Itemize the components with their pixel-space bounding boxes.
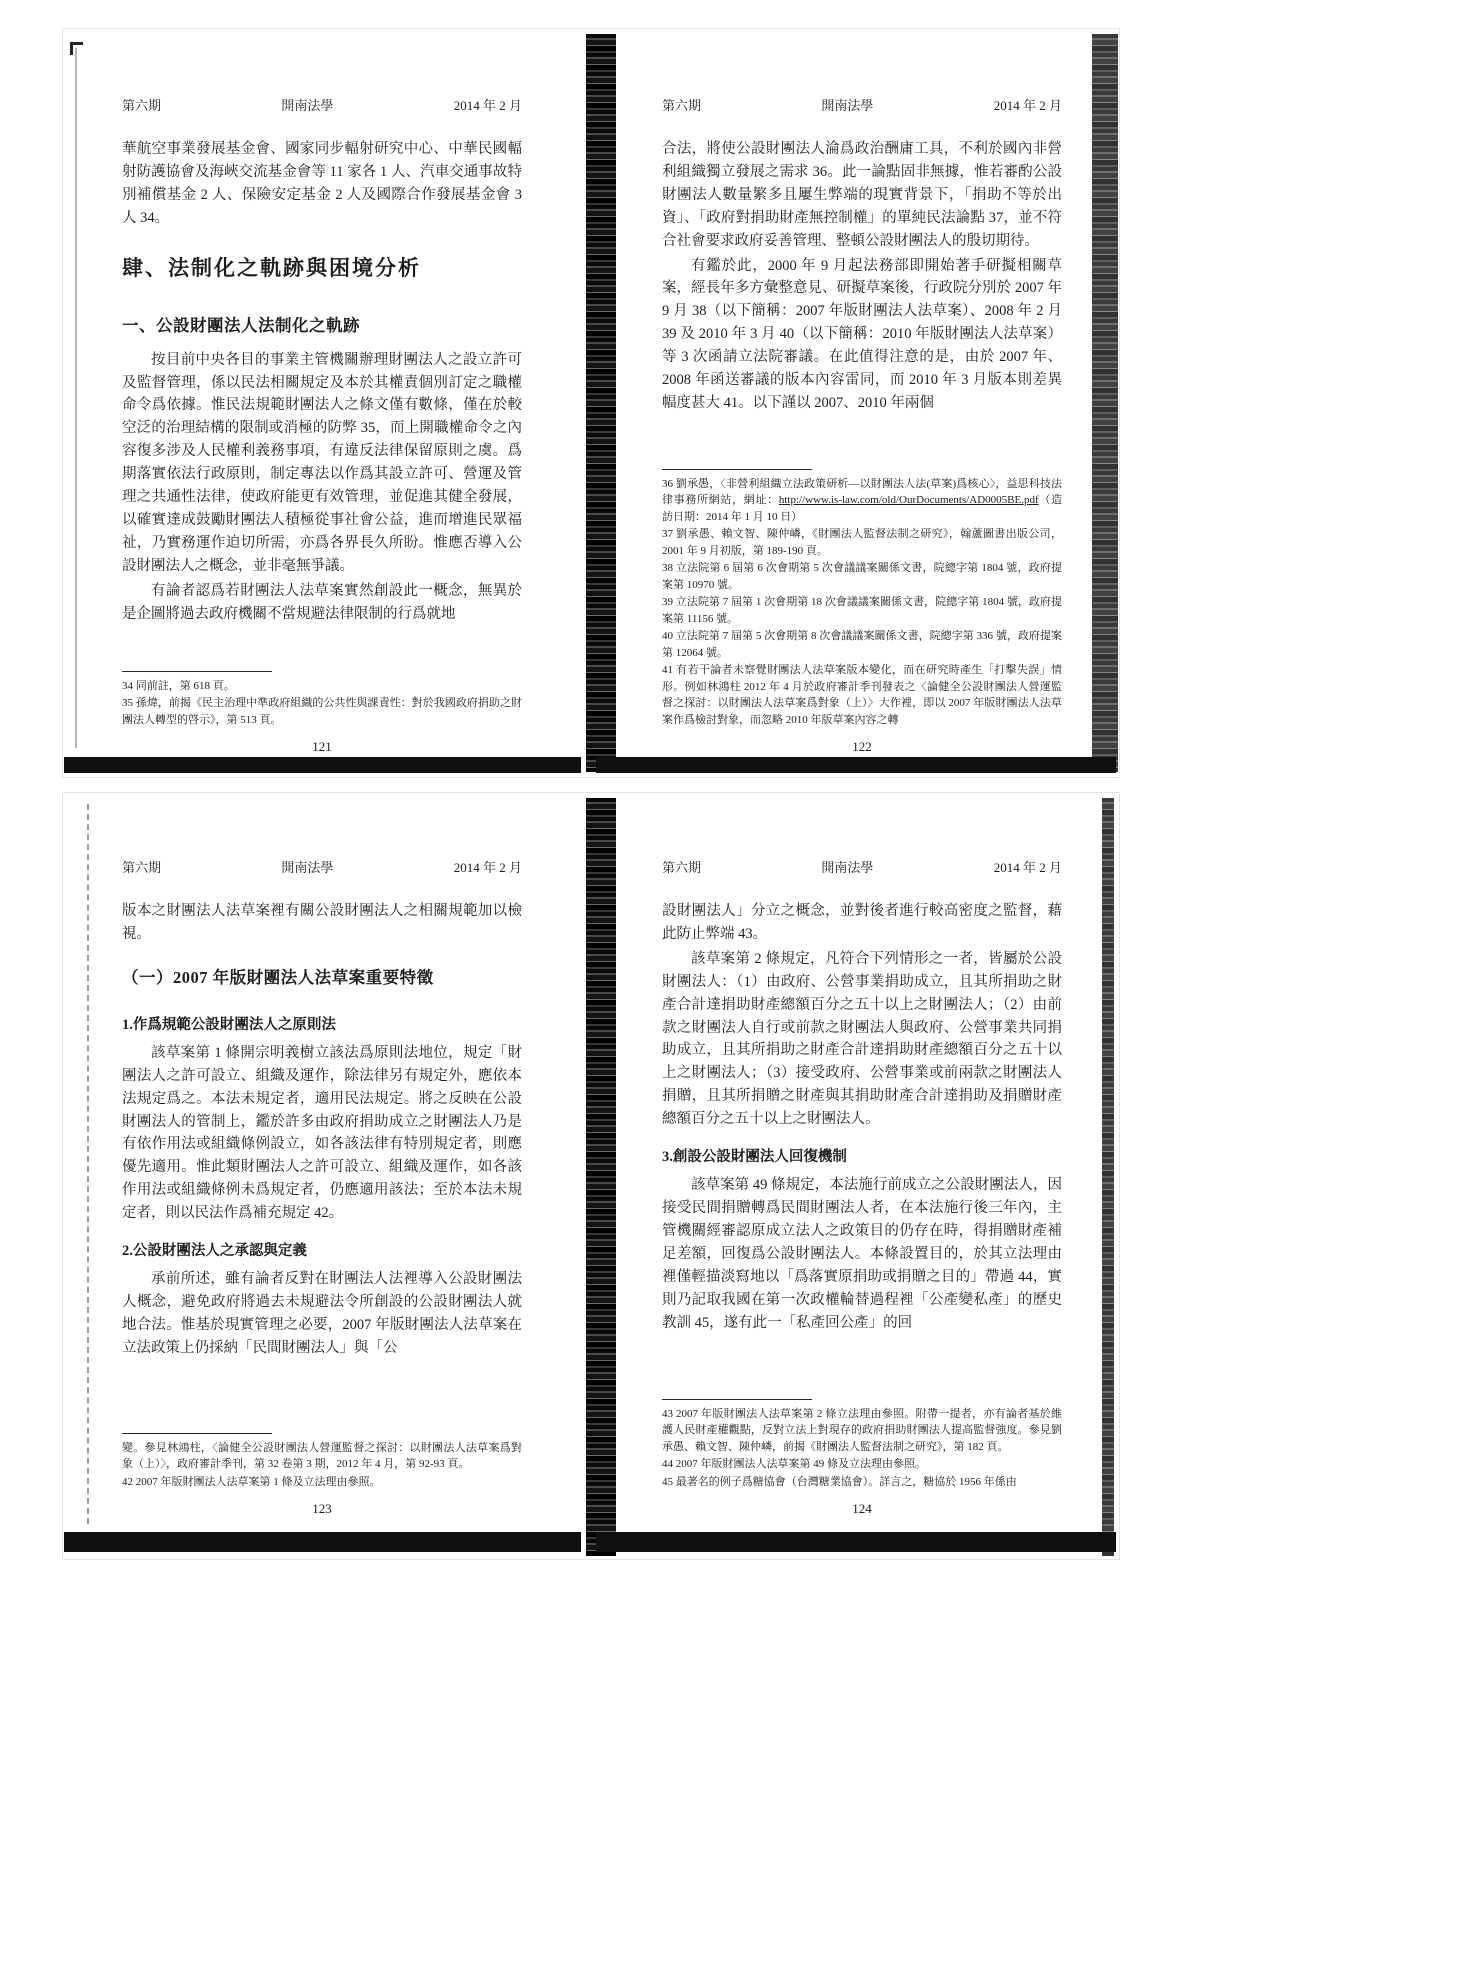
header-date: 2014 年 2 月 [993, 98, 1062, 113]
footnote-separator [662, 469, 812, 470]
footnote: 34 同前註，第 618 頁。 [122, 679, 235, 692]
scan-black-bar [64, 757, 581, 773]
page-number: 123 [312, 1501, 332, 1516]
body-paragraph: 承前所述，雖有論者反對在財團法人法裡導入公設財團法人概念，避免政府將過去未規避法令所創設的公設財團法人就地合法。惟基於現實管理之必要，2007 年版財團法人法草案在立法政策上仍採納「民間財團法人」與「公 [122, 1271, 522, 1356]
page-header [122, 857, 522, 876]
page-122 [662, 95, 1062, 755]
body-paragraph: 該草案第 1 條開宗明義樹立該法爲原則法地位，規定「財團法人之許可設立、組織及運作，除法律另有規定外，應依本法規定爲之。本法未規定者，適用民法規定。將之反映在公設財團法人的管制上，鑑於許多由政府捐助成立之財團法人乃是有依作用法或組織條例設立，如各該法律有特別規定者，則應優先適用。惟此類財團法人之許可設立、組織及運作，如各該作用法或組織條例未爲規定者，仍應適用該法；至於本法未規定者，則以民法作爲補充規定 42。 [122, 1044, 522, 1222]
page-123 [122, 857, 522, 1517]
item-heading: 3.創設公設財團法人回復機制 [662, 1149, 847, 1166]
header-issue: 第六期 [662, 860, 702, 875]
header-issue: 第六期 [662, 98, 702, 113]
footnote-url: http://www.is-law.com/old/OurDocuments/AD0005BE.pdf [778, 494, 1039, 506]
header-date: 2014 年 2 月 [453, 860, 522, 875]
footnote-block [662, 465, 1062, 730]
page-header [662, 95, 1062, 114]
footnote [662, 476, 1062, 526]
header-issue: 第六期 [122, 860, 162, 875]
header-journal-title: 開南法學 [281, 860, 334, 875]
scan-noise-binding-bottom [586, 798, 616, 1556]
body-paragraph: 按目前中央各目的事業主管機關辦理財團法人之設立許可及監督管理，係以民法相關規定及本於其權責個別訂定之職權命令爲依據。惟民法規範財團法人之條文僅有數條，僅在於較空泛的治理結構的限制或消極的防弊 35，而上開職權命令之內容復多涉及人民權利義務事項，有違反法律保留原則之虞。爲期落實依法行政原則，制定專法以作爲其設立許可、營運及管理之共通性法律，使政府能更有效管理，並促進其健全發展，以確實達成鼓勵財團法人積極從事社會公益，進而增進民眾福祉，乃實務運作迫切所需，亦爲各界長久所盼。惟應否導入公設財團法人之概念，並非毫無爭議。 [122, 351, 522, 574]
footnote: 37 劉承愚、賴文智、陳仲嶙，《財團法人監督法制之研究》，翰蘆圖書出版公司，2001 年 9 月初版，第 189-190 頁。 [662, 528, 1062, 557]
page-121 [122, 95, 522, 755]
body-paragraph: 該草案第 2 條規定，凡符合下列情形之一者，皆屬於公設財團法人：（1）由政府、公營事業捐助成立，且其所捐助之財產合計達捐助財產總額百分之五十以上之財團法人；（2）由前款之財團法人自行或前款之財團法人與政府、公營事業共同捐助成立，且其所捐助之財產合計達捐助財產總額百分之五十以上之財團法人；（3）接受政府、公營事業或前兩款之財團法人捐贈，且其所捐贈之財產與其捐助財產合計達捐助及捐贈財產總額百分之五十以上之財團法人。 [662, 950, 1062, 1128]
footnote: 43 2007 年版財團法人法草案第 2 條立法理由參照。附帶一提者，亦有論者基於維護人民財產權觀點，反對立法上對現存的政府捐助財團法人提高監督強度。參見劉承愚、賴文智、陳仲嶙，前揭《財團法人監督法制之研究》，第 182 頁。 [662, 1407, 1062, 1453]
scan-edge-line-top-spread [75, 48, 77, 748]
body-paragraph: 有鑑於此，2000 年 9 月起法務部即開始著手研擬相關草案，經長年多方彙整意見、研擬草案後，行政院分別於 2007 年 9 月 38（以下簡稱：2007 年版財團法人法草案）、2008 年 2 月 39 及 2010 年 3 月 40（以下簡稱：2010 年版財團法人法草案）等 3 次函請立法院審議。在此值得注意的是，由於 2007 年、2008 年函送審議的版本內容雷同，而 2010 年 3 月版本則差異幅度甚大 41。以下謹以 2007、2010 年兩個 [662, 257, 1062, 411]
header-issue: 第六期 [122, 98, 162, 113]
body-paragraph: 華航空事業發展基金會、國家同步輻射研究中心、中華民國輻射防護協會及海峽交流基金會等 11 家各 1 人、汽車交通事故特別補償基金 2 人、保險安定基金 2 人及國際合作發展基金會 3 人 34。 [122, 141, 522, 226]
footnote-separator [122, 671, 272, 672]
footnote-separator [662, 1399, 812, 1400]
footnote-block [122, 1429, 522, 1492]
body-paragraph: 版本之財團法人法草案裡有關公設財團法人之相關規範加以檢視。 [122, 903, 522, 942]
footnote: 44 2007 年版財團法人法草案第 49 條及立法理由參照。 [662, 1458, 926, 1470]
scan-black-bar [596, 1532, 1116, 1552]
item-heading: 2.公設財團法人之承認與定義 [122, 1243, 307, 1260]
footnote: 42 2007 年版財團法人法草案第 1 條及立法理由參照。 [122, 1475, 381, 1488]
header-journal-title: 開南法學 [821, 860, 874, 875]
footnote: 41 有若干論者未察覺財團法人法草案版本變化，而在研究時產生「打擊失誤」情形。例如林鴻柱 2012 年 4 月於政府審計季刊發表之〈論健全公設財團法人營運監督之探討：以財團法人法草案爲對象（上）〉大作裡，即以 2007 年版財團法人法草案作爲檢討對象，而忽略 2010 年版草案內容之轉 [662, 664, 1062, 726]
item-heading: 1.作爲規範公設財團法人之原則法 [122, 1016, 336, 1033]
page-number: 121 [312, 739, 332, 754]
header-date: 2014 年 2 月 [993, 860, 1062, 875]
footnote: 45 最著名的例子爲糖協會（台灣糖業協會）。詳言之，糖協於 1956 年係由 [662, 1475, 1017, 1488]
header-journal-title: 開南法學 [821, 98, 874, 113]
page-number: 124 [852, 1501, 872, 1516]
subsection-heading: 一、公設財團法人法制化之軌跡 [122, 315, 360, 335]
page-124 [662, 857, 1062, 1517]
footnote: 38 立法院第 6 屆第 6 次會期第 5 次會議議案關係文書，院總字第 1804 號，政府提案第 10970 號。 [662, 562, 1062, 591]
scan-noise-right-edge-bottom [1102, 798, 1114, 1556]
footnote: 39 立法院第 7 屆第 1 次會期第 18 次會議議案關係文書，院總字第 1804 號，政府提案第 11156 號。 [662, 596, 1062, 625]
footnote-separator [122, 1433, 272, 1434]
body-paragraph: 有論者認爲若財團法人法草案實然創設此一概念，無異於是企圖將過去政府機關不當規避法律限制的行爲就地 [122, 582, 522, 622]
page-header [122, 95, 522, 114]
footnote-block [122, 667, 522, 730]
header-journal-title: 開南法學 [281, 98, 334, 113]
header-date: 2014 年 2 月 [453, 98, 522, 113]
page-header [662, 857, 1062, 876]
body-paragraph: 設財團法人」分立之概念，並對後者進行較高密度之監督，藉此防止弊端 43。 [662, 903, 1062, 942]
scan-noise-right-edge-top [1092, 34, 1118, 772]
footnote-block [662, 1395, 1062, 1492]
scan-black-bar [596, 757, 1116, 773]
footnote-text: （造訪日期：2014 年 1 月 10 日） [662, 494, 1063, 523]
footnote: 40 立法院第 7 屆第 5 次會期第 8 次會議議案關係文書，院總字第 336 號，政府提案第 12064 號。 [662, 630, 1062, 659]
footnote: 變。參見林鴻柱，〈論健全公設財團法人營運監督之探討：以財團法人法草案爲對象（上）〉，政府審計季刊，第 32 卷第 3 期，2012 年 4 月，第 92-93 頁。 [122, 1441, 522, 1470]
page-number: 122 [852, 739, 872, 754]
subsection-heading: （一）2007 年版財團法人法草案重要特徵 [122, 967, 434, 987]
section-heading: 肆、法制化之軌跡與困境分析 [122, 255, 421, 280]
body-paragraph: 合法，將使公設財團法人淪爲政治酬庸工具，不利於國內非營利組織獨立發展之需求 36。此一論點固非無據，惟若審酌公設財團法人數量繁多且屢生弊端的現實背景下，「捐助不等於出資」、「政府對捐助財產無控制權」的單純民法論點 37，並不符合社會要求政府妥善管理、整頓公設財團法人的殷切期待。 [662, 141, 1062, 249]
footnote: 35 孫煒，前揭《民主治理中準政府組織的公共性與課責性：對於我國政府捐助之財團法人轉型的啓示》，第 513 頁。 [122, 697, 522, 726]
body-paragraph: 該草案第 49 條規定，本法施行前成立之公設財團法人，因接受民間捐贈轉爲民間財團法人者，在本法施行後三年內，主管機關經審認原成立法人之政策目的仍存在時，得捐贈財產補足差額，回復爲公設財團法人。本條設置目的，於其立法理由裡僅輕描淡寫地以「爲落實原捐助或捐贈之目的」帶過 44，實則乃記取我國在第一次政權輪替過程裡「公產變私產」的歷史教訓 45，遂有此一「私產回公產」的回 [662, 1177, 1062, 1331]
scan-noise-binding-top [586, 34, 616, 772]
scan-black-bar [64, 1532, 581, 1552]
scan-edge-dashes-bottom-spread [87, 804, 89, 1524]
footnote-text: 36 劉承愚，〈非營利組織立法政策研析—以財團法人法(草案)爲核心〉，益思科技法律事務所網站，網址： [662, 477, 1062, 506]
